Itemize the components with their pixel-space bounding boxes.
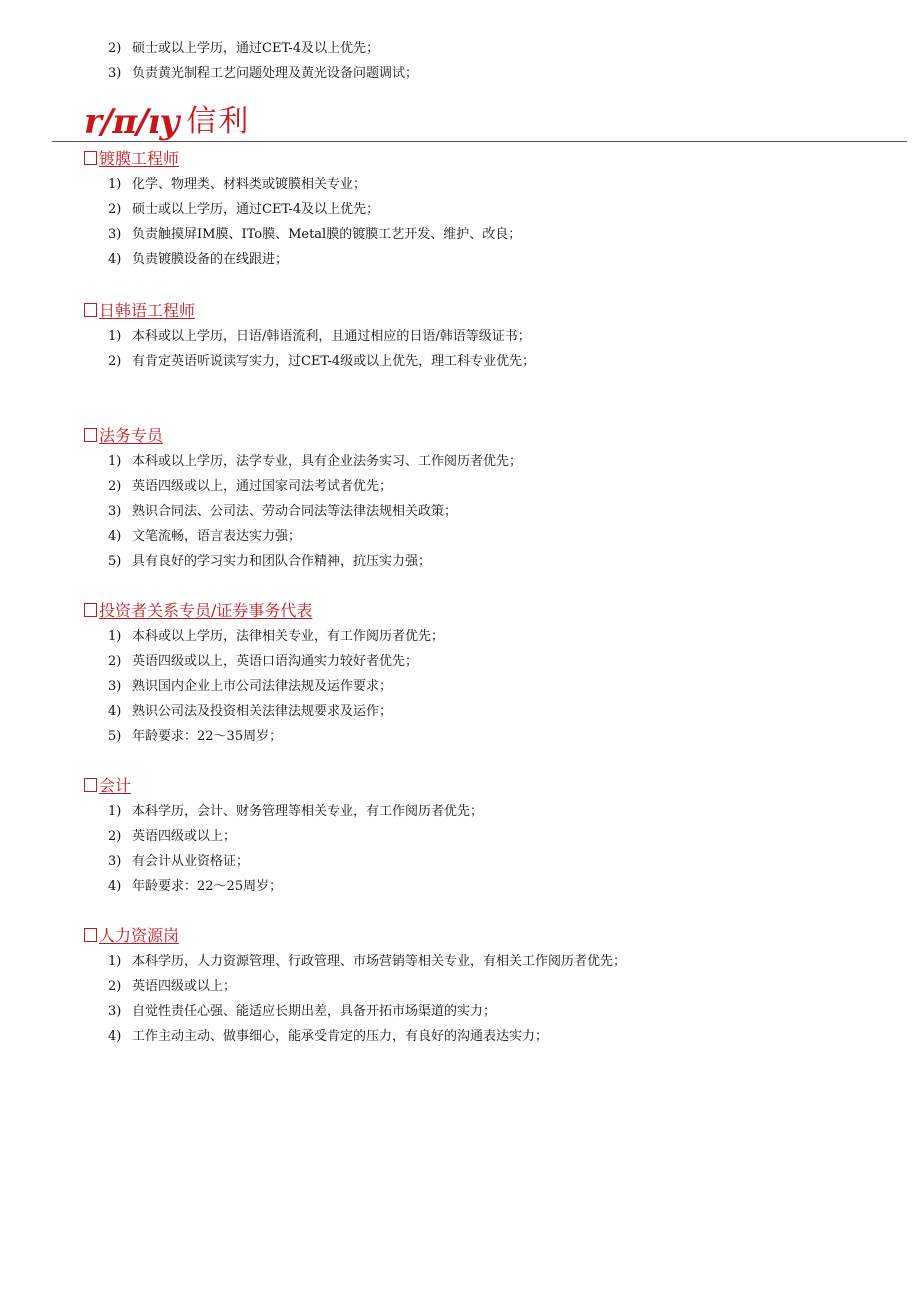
item-text: 熟识公司法及投资相关法律法规要求及运作； [132, 704, 393, 719]
list-item [108, 674, 444, 699]
list-item [108, 36, 418, 61]
item-number: 5) [108, 554, 122, 569]
list-item [108, 222, 521, 247]
checkbox-icon [84, 778, 97, 792]
item-number: 1) [108, 954, 122, 969]
section-title-text: 法务专员 [99, 426, 164, 445]
checkbox-icon [84, 151, 97, 165]
item-number: 4) [108, 252, 122, 267]
item-number: 5) [108, 729, 122, 744]
checkbox-icon [84, 928, 97, 942]
job-section-jp-kr-engineer [84, 299, 535, 374]
section-title [84, 774, 483, 798]
list-item [108, 849, 483, 874]
item-number: 1) [108, 629, 122, 644]
item-text: 英语四级或以上； [132, 979, 237, 994]
job-section-accountant [84, 774, 483, 899]
item-number: 2) [108, 979, 122, 994]
item-text: 具有良好的学习实力和团队合作精神，抗压实力强； [132, 554, 432, 569]
list-item [108, 549, 522, 574]
item-text: 负责镀膜设备的在线跟进； [132, 252, 289, 267]
item-number: 2) [108, 829, 122, 844]
requirements-list [108, 449, 522, 574]
item-text: 工作主动主动、做事细心，能承受肯定的压力，有良好的沟通表达实力； [132, 1029, 549, 1044]
list-item [108, 1024, 626, 1049]
item-number: 4) [108, 1029, 122, 1044]
list-item [108, 974, 626, 999]
list-item [108, 61, 418, 86]
requirements-list [108, 949, 626, 1049]
item-number: 4) [108, 704, 122, 719]
list-item [108, 799, 483, 824]
section-title [84, 924, 626, 948]
item-text: 英语四级或以上，通过国家司法考试者优先； [132, 479, 393, 494]
item-text: 硕士或以上学历，通过CET-4及以上优先； [132, 41, 380, 56]
item-text: 本科或以上学历，法律相关专业，有工作阅历者优先； [132, 629, 445, 644]
item-text: 文笔流畅，语言表达实力强； [132, 529, 302, 544]
list-item [108, 499, 522, 524]
header-divider [52, 141, 907, 142]
job-section-legal-specialist [84, 424, 522, 574]
item-text: 熟识国内企业上市公司法律法规及运作要求； [132, 679, 393, 694]
item-number: 2) [108, 202, 122, 217]
section-title [84, 299, 535, 323]
item-number: 3) [108, 679, 122, 694]
section-title [84, 147, 521, 171]
requirements-list [108, 324, 535, 374]
item-text: 本科学历，会计、财务管理等相关专业，有工作阅历者优先； [132, 804, 484, 819]
item-text: 负责黄光制程工艺问题处理及黄光设备问题调试； [132, 66, 419, 81]
job-section-human-resources [84, 924, 626, 1049]
item-number: 4) [108, 879, 122, 894]
requirements-list [108, 624, 444, 749]
section-title-text: 镀膜工程师 [99, 149, 180, 168]
item-text: 英语四级或以上； [132, 829, 237, 844]
requirements-list [108, 172, 521, 272]
checkbox-icon [84, 603, 97, 617]
logo-mark: r/π/ıy [84, 102, 179, 142]
item-number: 3) [108, 227, 122, 242]
item-number: 2) [108, 354, 122, 369]
item-text: 本科学历，人力资源管理、行政管理、市场营销等相关专业，有相关工作阅历者优先； [132, 954, 627, 969]
item-text: 自觉性责任心强、能适应长期出差，具备开拓市场渠道的实力； [132, 1004, 497, 1019]
list-item [108, 524, 522, 549]
item-number: 1) [108, 329, 122, 344]
list-item [108, 724, 444, 749]
list-item [108, 172, 521, 197]
list-item [108, 474, 522, 499]
section-title [84, 599, 444, 623]
list-item [108, 649, 444, 674]
list-item [108, 699, 444, 724]
item-number: 2) [108, 479, 122, 494]
logo-chinese-name: 信利 [186, 104, 251, 139]
job-section-coating-engineer [84, 147, 521, 272]
item-text: 有会计从业资格证； [132, 854, 250, 869]
item-number: 3) [108, 66, 122, 81]
item-number: 3) [108, 1004, 122, 1019]
list-item [108, 874, 483, 899]
item-text: 熟识合同法、公司法、劳动合同法等法律法规相关政策； [132, 504, 458, 519]
item-number: 3) [108, 504, 122, 519]
list-item [108, 349, 535, 374]
item-text: 年龄要求：22〜35周岁； [132, 729, 283, 744]
list-item [108, 624, 444, 649]
section-title-text: 日韩语工程师 [99, 301, 196, 320]
section-title [84, 424, 522, 448]
item-number: 1) [108, 804, 122, 819]
item-text: 硕士或以上学历，通过CET-4及以上优先； [132, 202, 380, 217]
list-item [108, 197, 521, 222]
list-item [108, 824, 483, 849]
item-text: 有肯定英语听说读写实力，过CET-4级或以上优先，理工科专业优先； [132, 354, 536, 369]
item-number: 4) [108, 529, 122, 544]
checkbox-icon [84, 303, 97, 317]
list-item [108, 324, 535, 349]
company-logo [84, 98, 250, 142]
section-title-text: 投资者关系专员/证券事务代表 [99, 601, 313, 620]
item-text: 化学、物理类、材料类或镀膜相关专业； [132, 177, 367, 192]
requirements-list [108, 799, 483, 899]
item-text: 年龄要求：22〜25周岁； [132, 879, 283, 894]
list-item [108, 949, 626, 974]
job-section-investor-relations [84, 599, 444, 749]
list-item [108, 449, 522, 474]
item-text: 本科或以上学历，法学专业，具有企业法务实习、工作阅历者优先； [132, 454, 523, 469]
section-title-text: 会计 [99, 776, 132, 795]
list-item [108, 999, 626, 1024]
item-number: 3) [108, 854, 122, 869]
section-title-text: 人力资源岗 [99, 926, 180, 945]
item-text: 本科或以上学历，日语/韩语流利，且通过相应的日语/韩语等级证书； [132, 329, 531, 344]
item-text: 英语四级或以上，英语口语沟通实力较好者优先； [132, 654, 419, 669]
list-item [108, 247, 521, 272]
item-number: 1) [108, 454, 122, 469]
continued-requirements-list [108, 36, 418, 86]
item-number: 2) [108, 654, 122, 669]
item-text: 负责触摸屏IM膜、ITo膜、Metal膜的镀膜工艺开发、维护、改良； [132, 227, 522, 242]
checkbox-icon [84, 428, 97, 442]
item-number: 2) [108, 41, 122, 56]
item-number: 1) [108, 177, 122, 192]
